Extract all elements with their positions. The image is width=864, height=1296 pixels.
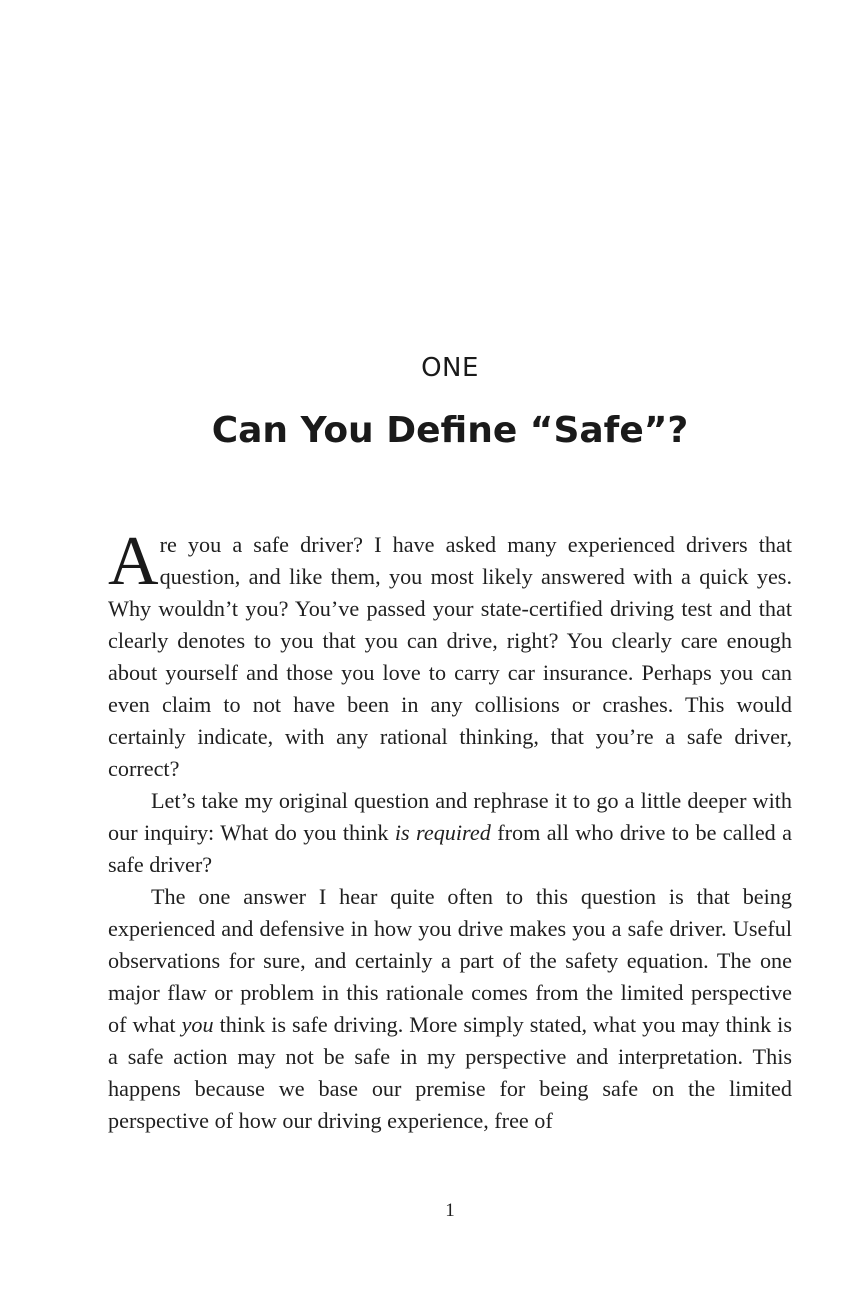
paragraph-3-text-after: think is safe driving. More simply stated, what you may think is a safe action may not be safe in my perspective and interpretation. This happens because we base our premise for being safe on the limited perspective of how our driving experience, free of — [108, 1012, 792, 1133]
paragraph-2 — [108, 785, 792, 881]
paragraph-1 — [108, 523, 792, 785]
paragraph-3 — [108, 881, 792, 1137]
paragraph-2-emphasis: is required — [394, 820, 491, 845]
chapter-title: Can You Define “Safe”? — [211, 410, 689, 451]
paragraph-1-text: re you a safe driver? I have asked many experienced drivers that question, and like them, you most likely answered with a quick yes. Why wouldn’t you? You’ve passed your state-certified driving test and that clearly denotes to you that you can drive, right? You clearly care enough about yourself and those you love to carry car insurance. Perhaps you can even claim to not have been in any collisions or crashes. This would certainly indicate, with any rational thinking, that you’re a safe driver, correct? — [108, 532, 792, 781]
page-number: 1 — [445, 1200, 455, 1221]
chapter-body — [108, 523, 792, 1137]
paragraph-2-text-before: Let’s take my original question and rephrase it to go a little deeper with our inquiry: What do you think — [108, 788, 792, 845]
chapter-number: ONE — [421, 353, 479, 383]
paragraph-3-emphasis: you — [181, 1012, 214, 1037]
paragraph-2-text-after: from all who drive to be called a safe driver? — [108, 820, 792, 877]
drop-cap: A — [108, 523, 159, 600]
paragraph-3-text-before: The one answer I hear quite often to this question is that being experienced and defensive in how you drive makes you a safe driver. Useful observations for sure, and certainly a part of the safety equation. The one major flaw or problem in this rationale comes from the limited perspective of what — [108, 884, 792, 1037]
